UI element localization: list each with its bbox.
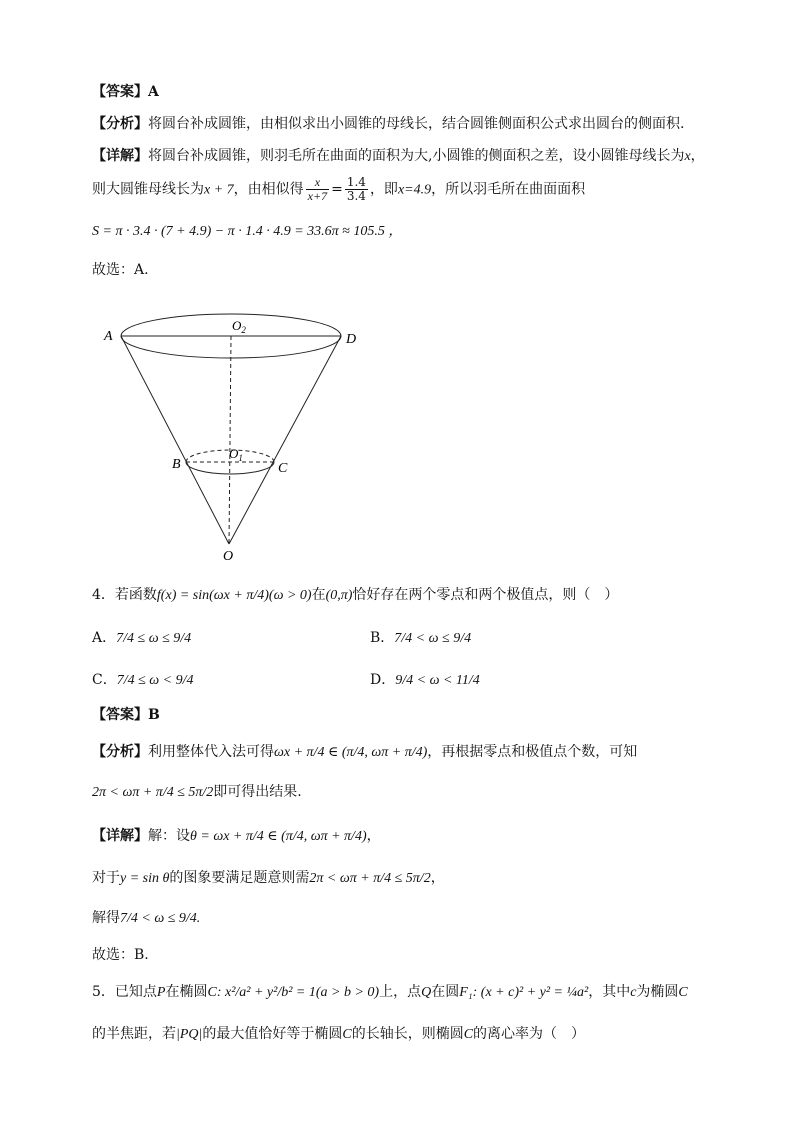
q4-detail-line1: 【详解】解：设θ = ωx + π/4 ∈ (π/4, ωπ + π/4)，	[92, 828, 381, 844]
q3-analysis: 【分析】将圆台补成圆锥，由相似求出小圆锥的母线长，结合圆锥侧面积公式求出圆台的侧面积.	[92, 116, 685, 132]
generatrix-AO	[121, 336, 229, 544]
q4-analysis-line2: 2π < ωπ + π/4 ≤ 5π/2即可得出结果.	[92, 784, 302, 800]
label-C: C	[278, 461, 288, 476]
q4-option-A[interactable]: A．7/4 ≤ ω ≤ 9/4	[92, 630, 192, 646]
label-O2: $O_2$	[232, 318, 246, 335]
label-O: O	[223, 549, 234, 564]
q3-choose: 故选：A.	[92, 262, 149, 278]
label-D: D	[346, 332, 357, 347]
q4-stem: 4．若函数f(x) = sin(ωx + π/4)(ω > 0)在(0,π)恰好存在两个零点和两个极值点，则（ ）	[92, 587, 619, 603]
q4-option-C[interactable]: C．7/4 ≤ ω < 9/4	[92, 672, 194, 688]
q4-answer: 【答案】B	[92, 707, 160, 723]
q3-answer: 【答案】A	[92, 84, 159, 100]
label-A: A	[104, 329, 113, 344]
q4-choose: 故选：B.	[92, 947, 149, 963]
cone-figure	[96, 310, 366, 565]
q4-option-D[interactable]: D．9/4 < ω < 11/4	[370, 672, 480, 688]
q4-analysis-line1: 【分析】利用整体代入法可得ωx + π/4 ∈ (π/4, ωπ + π/4)，再根据零点和极值点个数，可知	[92, 744, 638, 760]
q3-detail-line1: 【详解】将圆台补成圆锥，则羽毛所在曲面的面积为大,小圆锥的侧面积之差，设小圆锥母线长为x，	[92, 148, 705, 164]
fraction-x-over-x7: $\frac{x}{x+7}$	[307, 175, 328, 203]
q4-option-B[interactable]: B．7/4 < ω ≤ 9/4	[370, 630, 472, 646]
q4-detail-line2: 对于y = sin θ的图象要满足题意则需2π < ωπ + π/4 ≤ 5π/2，	[92, 870, 445, 886]
q5-stem-line1: 5．已知点P在椭圆C: x²/a² + y²/b² = 1(a > b > 0)上，点Q在圆F₁: (x + c)² + y² = ¼a²，其中c为椭圆C	[92, 984, 688, 1000]
q5-stem-line2: 的半焦距，若|PQ|的最大值恰好等于椭圆C的长轴长，则椭圆C的离心率为（ ）	[92, 1026, 586, 1042]
label-B: B	[172, 457, 181, 472]
label-O1: $O_1$	[229, 446, 243, 463]
q4-solve: 解得7/4 < ω ≤ 9/4.	[92, 910, 201, 926]
fraction-1.4-over-3.4: $\frac{1.4}{3.4}$	[346, 175, 366, 203]
axis-dashed	[229, 336, 231, 544]
generatrix-DO	[229, 336, 341, 544]
q3-area-formula: S = π · 3.4 · (7 + 4.9) − π · 1.4 · 4.9 = 33.6π ≈ 105.5 ，	[92, 224, 403, 239]
q3-detail-line2: 则大圆锥母线长为x + 7，由相似得 $\frac{x}{x+7}$ = $\frac{1.4}{3.4}$ ，即x=4.9，所以羽毛所在曲面面积	[92, 175, 586, 203]
